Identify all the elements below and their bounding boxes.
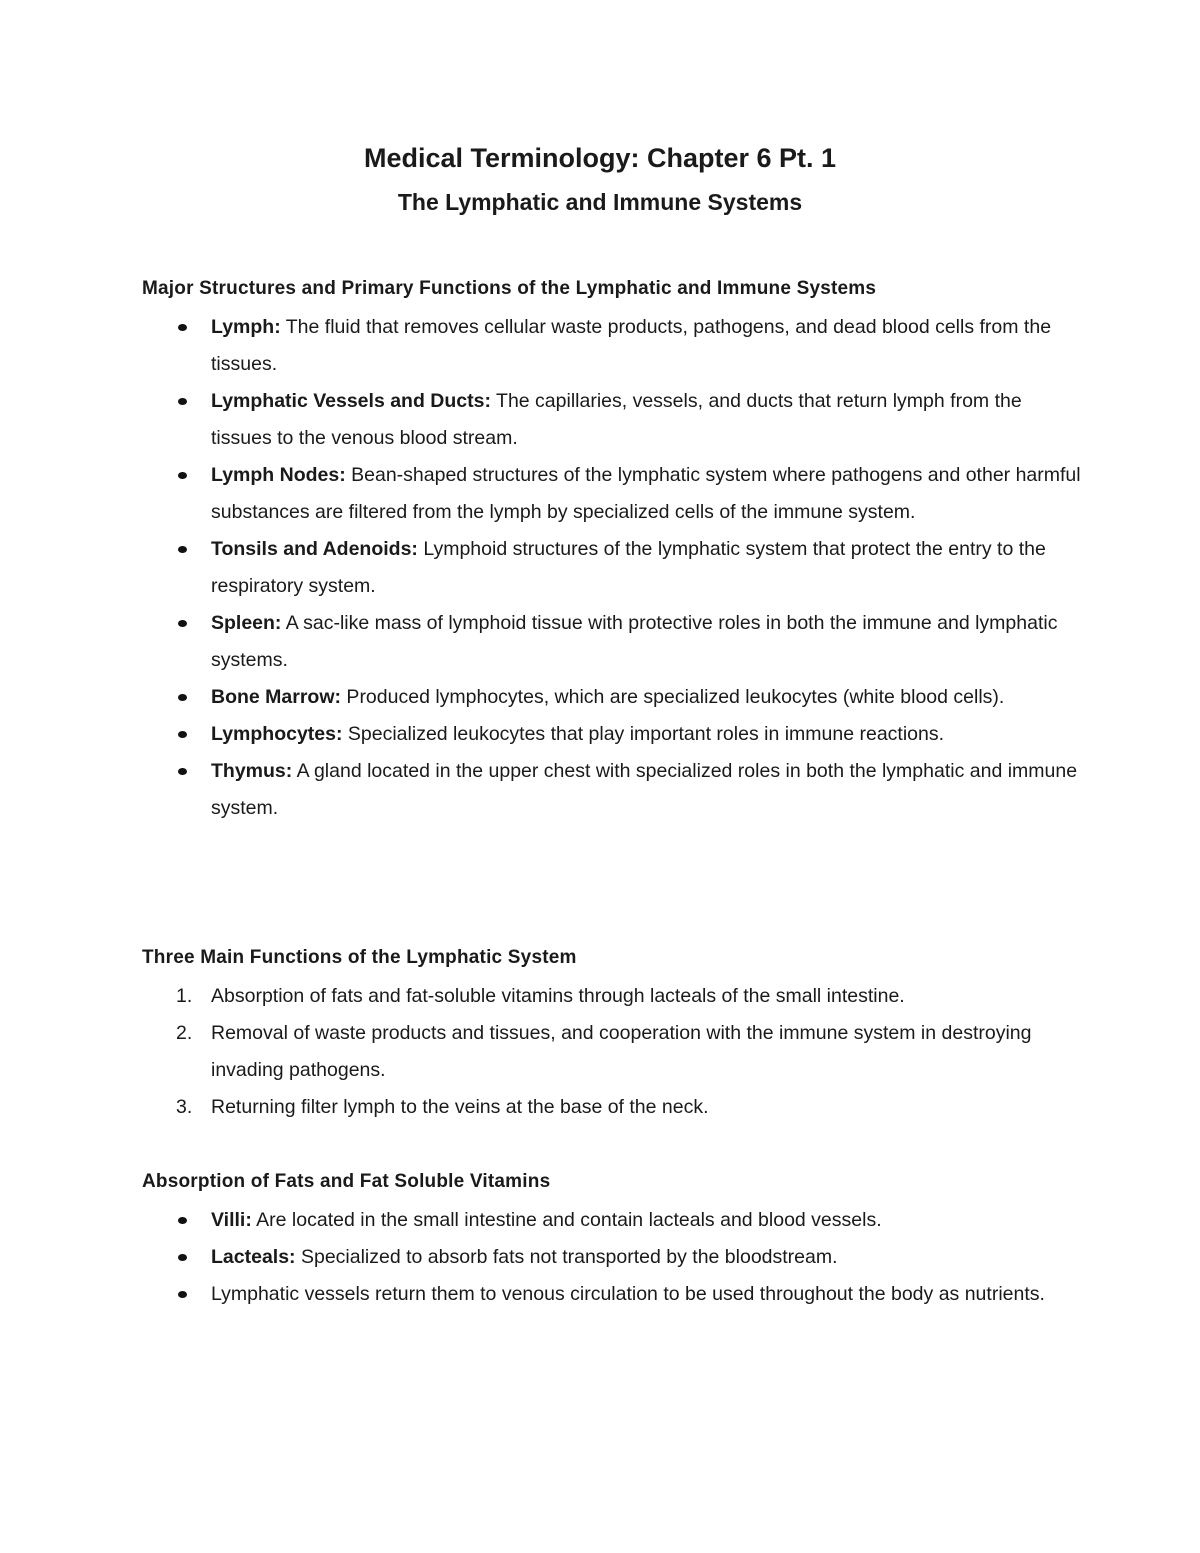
bullet-icon [178, 731, 187, 738]
term-definition: Bean-shaped structures of the lymphatic system where pathogens and other harmful substances are filtered from the lymph by specialized cells of the immune system. [211, 464, 1081, 523]
list-item [142, 716, 1082, 753]
list-item [142, 1202, 1082, 1239]
list-item-text: Absorption of fats and fat-soluble vitamins through lacteals of the small intestine. [211, 985, 905, 1007]
term-label: Lymph: [211, 316, 281, 338]
section-major-structures [142, 275, 1082, 827]
list-item [142, 753, 1082, 827]
list-item-text: Removal of waste products and tissues, and cooperation with the immune system in destroying invading pathogens. [211, 1022, 1032, 1081]
section-heading: Three Main Functions of the Lymphatic System [142, 947, 577, 968]
list-item [142, 605, 1082, 679]
term-definition: Lymphatic vessels return them to venous circulation to be used throughout the body as nutrients. [211, 1283, 1045, 1305]
list-item [142, 1239, 1082, 1276]
term-label: Lymphocytes: [211, 723, 343, 745]
term-definition: Lymphoid structures of the lymphatic system that protect the entry to the respiratory system. [211, 538, 1046, 597]
bullet-icon [178, 694, 187, 701]
term-definition: Specialized to absorb fats not transported by the bloodstream. [295, 1246, 838, 1268]
bullet-icon [178, 398, 187, 405]
section-absorption-of-fats [142, 1168, 1082, 1313]
term-label: Lacteals: [211, 1246, 296, 1268]
bullet-icon [178, 768, 187, 775]
list-item [142, 457, 1082, 531]
list-number: 1. [176, 985, 193, 1007]
list-item [142, 679, 1082, 716]
term-label: Bone Marrow: [211, 686, 342, 708]
bullet-icon [178, 1217, 187, 1224]
list-item [142, 1015, 1082, 1089]
term-definition: The fluid that removes cellular waste products, pathogens, and dead blood cells from the tissues. [211, 316, 1052, 375]
bullet-icon [178, 1291, 187, 1298]
bullet-list [142, 309, 1082, 827]
document-title: Medical Terminology: Chapter 6 Pt. 1 [363, 143, 837, 173]
list-item [142, 1276, 1082, 1313]
list-item [142, 1089, 1082, 1126]
section-three-main-functions [142, 944, 1082, 1126]
term-label: Lymph Nodes: [211, 464, 346, 486]
bullet-icon [178, 324, 187, 331]
bullet-list [142, 1202, 1082, 1313]
numbered-list [142, 978, 1082, 1126]
section-heading: Major Structures and Primary Functions of the Lymphatic and Immune Systems [142, 278, 877, 299]
list-item [142, 978, 1082, 1015]
term-definition: The capillaries, vessels, and ducts that return lymph from the tissues to the venous blood stream. [211, 390, 1022, 449]
list-number: 3. [176, 1096, 193, 1118]
list-item [142, 309, 1082, 383]
term-label: Tonsils and Adenoids: [211, 538, 418, 560]
bullet-icon [178, 472, 187, 479]
term-label: Villi: [211, 1209, 252, 1231]
list-item [142, 531, 1082, 605]
term-label: Spleen: [211, 612, 282, 634]
list-number: 2. [176, 1022, 193, 1044]
term-definition: Specialized leukocytes that play important roles in immune reactions. [342, 723, 945, 745]
term-definition: A gland located in the upper chest with specialized roles in both the lymphatic and immune system. [211, 760, 1078, 819]
term-definition: Produced lymphocytes, which are specialized leukocytes (white blood cells). [341, 686, 1005, 708]
term-definition: A sac-like mass of lymphoid tissue with protective roles in both the immune and lymphatic systems. [211, 612, 1058, 671]
bullet-icon [178, 546, 187, 553]
bullet-icon [178, 620, 187, 627]
document-subtitle: The Lymphatic and Immune Systems [397, 189, 803, 215]
section-heading: Absorption of Fats and Fat Soluble Vitamins [142, 1171, 551, 1192]
term-label: Thymus: [211, 760, 293, 782]
list-item [142, 383, 1082, 457]
bullet-icon [178, 1254, 187, 1261]
term-definition: Are located in the small intestine and contain lacteals and blood vessels. [251, 1209, 882, 1231]
list-item-text: Returning filter lymph to the veins at the base of the neck. [211, 1096, 709, 1118]
term-label: Lymphatic Vessels and Ducts: [211, 390, 491, 412]
